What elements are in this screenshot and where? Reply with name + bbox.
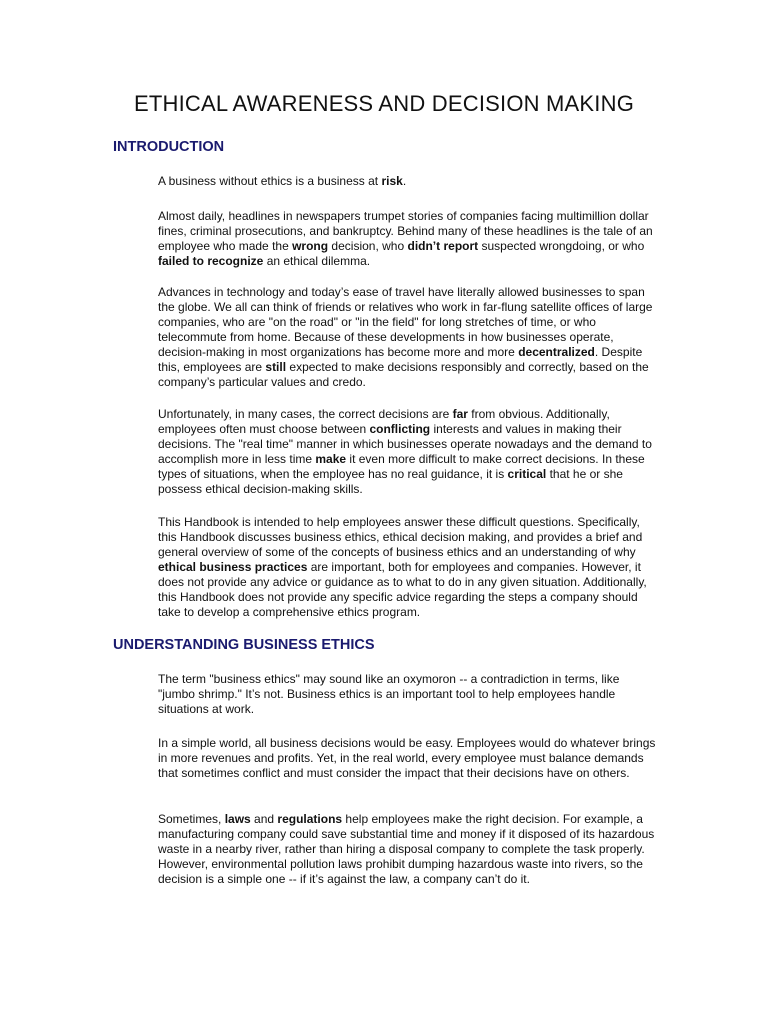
emphasis-text: failed to recognize <box>158 254 264 268</box>
emphasis-text: didn’t report <box>407 239 479 253</box>
paragraph: Unfortunately, in many cases, the correct decisions are far from obvious. Additionally, employees often must choose between conflicting interests and values in making their decisions. The "real time" manner in which businesses operate nowadays and the demand to accomplish more in less time make it even more difficult to make correct decisions. In these types of situations, when the employee has no real guidance, it is critical that he or she possess ethical decision-making skills. <box>158 407 652 496</box>
paragraph: Sometimes, laws and regulations help employees make the right decision. For example, a manufacturing company could save substantial time and money if it disposed of its hazardous waste in a nearby river, rather than hiring a disposal company to complete the task properly. However, environmental pollution laws prohibit dumping hazardous waste into rivers, so the decision is a simple one -- if it’s against the law, a company can’t do it. <box>158 812 655 886</box>
section-heading-understanding-business-ethics: UNDERSTANDING BUSINESS ETHICS <box>113 637 375 653</box>
emphasis-text: ethical business practices <box>158 560 308 574</box>
emphasis-text: wrong <box>292 239 329 253</box>
paragraph: This Handbook is intended to help employees answer these difficult questions. Specifically, this Handbook discusses business ethics, ethical decision making, and provides a brief and general overview of some of the concepts of business ethics and an understanding of why ethical business practices are important, both for employees and companies. However, it does not provide any advice or guidance as to what to do in any given situation. Additionally, this Handbook does not provide any specific advice regarding the steps a company should take to develop a comprehensive ethics program. <box>158 515 647 619</box>
emphasis-text: decentralized <box>518 345 595 359</box>
emphasis-text: critical <box>507 467 547 481</box>
emphasis-text: conflicting <box>369 422 431 436</box>
paragraph: Advances in technology and today’s ease of travel have literally allowed businesses to span the globe. We all can think of friends or relatives who work in far-flung satellite offices of large companies, who are "on the road" or "in the field" for long stretches of time, or who telecommute from home. Because of these developments in how businesses operate, decision-making in most organizations has become more and more decentralized. Despite this, employees are still expected to make decisions responsibly and correctly, based on the company’s particular values and credo. <box>158 285 653 389</box>
document-title: ETHICAL AWARENESS AND DECISION MAKING <box>133 91 635 116</box>
emphasis-text: make <box>315 452 347 466</box>
paragraph: Almost daily, headlines in newspapers trumpet stories of companies facing multimillion dollar fines, criminal prosecutions, and bankruptcy. Behind many of these headlines is the tale of an employee who made the wrong decision, who didn’t report suspected wrongdoing, or who failed to recognize an ethical dilemma. <box>158 209 653 268</box>
emphasis-text: laws <box>224 812 251 826</box>
paragraph: The term "business ethics" may sound like an oxymoron -- a contradiction in terms, like "jumbo shrimp." It’s not. Business ethics is an important tool to help employees handle situations at work. <box>158 672 620 716</box>
emphasis-text: risk <box>381 174 403 188</box>
emphasis-text: regulations <box>277 812 343 826</box>
paragraph: In a simple world, all business decisions would be easy. Employees would do whatever brings in more revenues and profits. Yet, in the real world, every employee must balance demands that sometimes conflict and must consider the impact that their decisions have on others. <box>158 736 656 780</box>
emphasis-text: far <box>452 407 468 421</box>
paragraph: A business without ethics is a business at risk. <box>158 174 407 188</box>
emphasis-text: still <box>265 360 287 374</box>
section-heading-introduction: INTRODUCTION <box>113 139 225 155</box>
